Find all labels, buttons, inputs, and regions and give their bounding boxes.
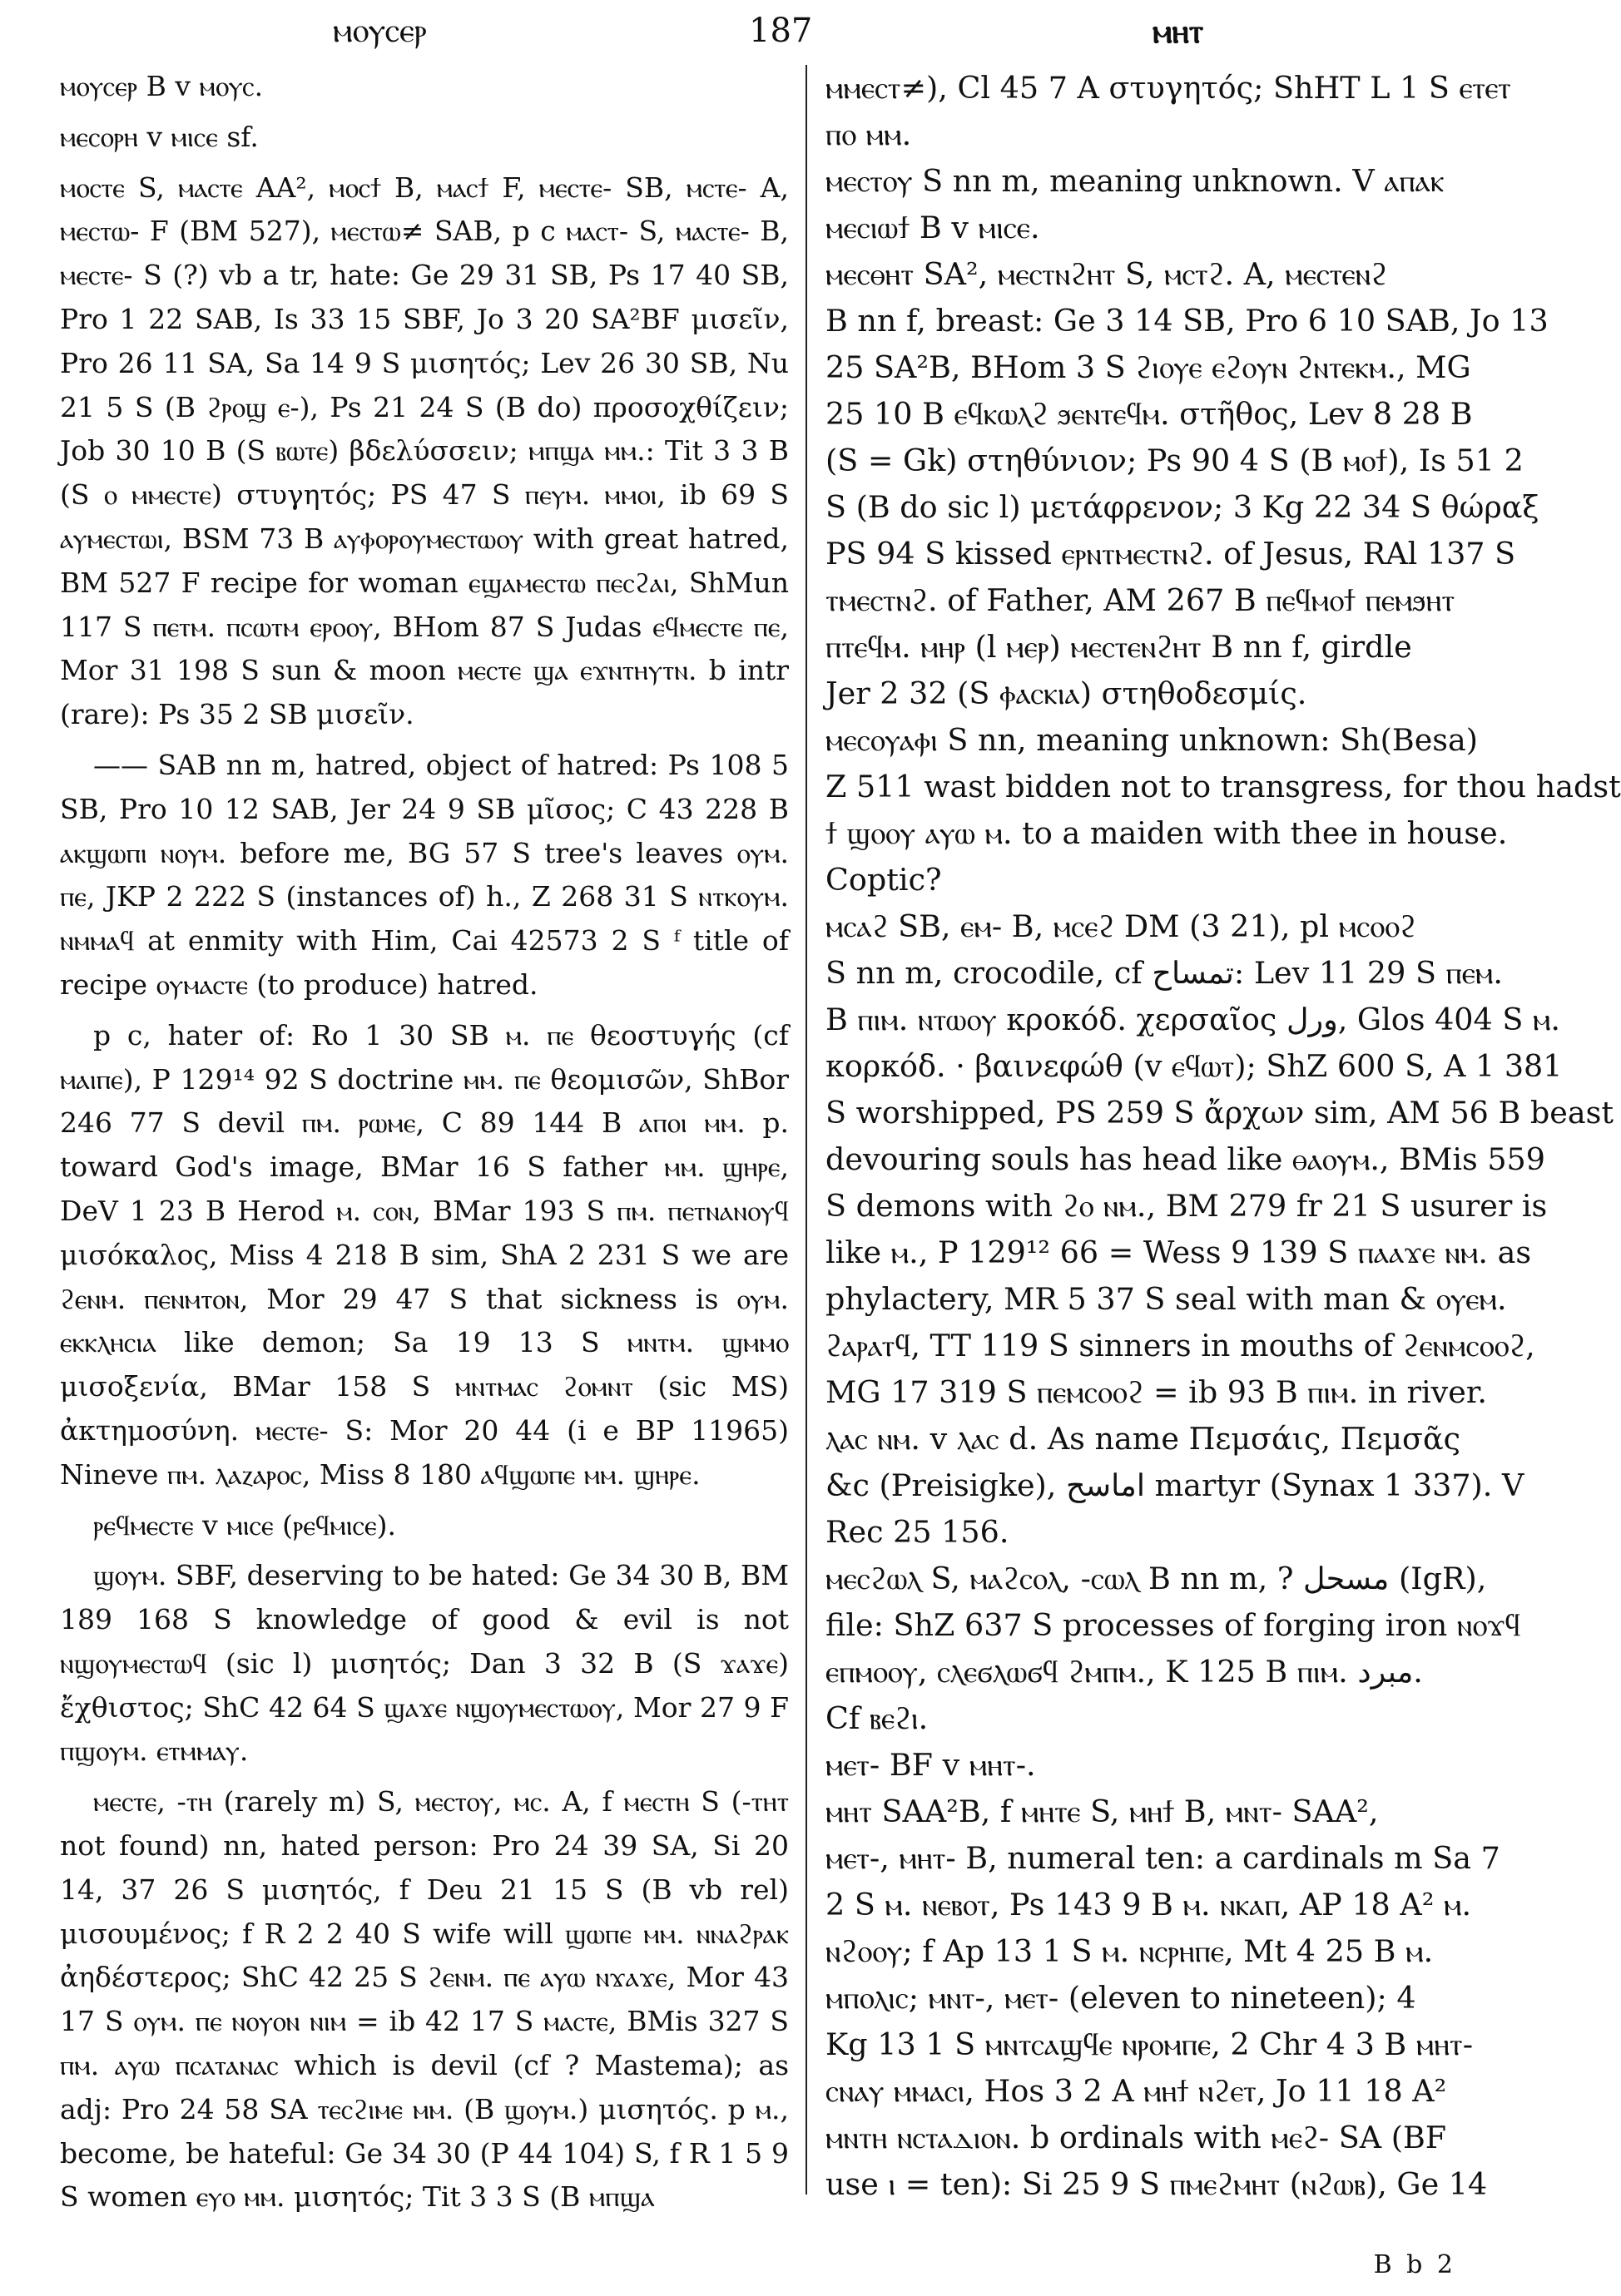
entry-meste-hated-person: ⲙⲉⲥⲧⲉ, -ⲧⲏ (rarely m) S, ⲙⲉⲥⲧⲟⲩ, ⲙⲥ. A, f ⲙⲉⲥⲧⲏ S (-ⲧⲏⲧ not found) nn, hated person: Pro 24 39 SA, Si 20 14, 37 26 S μισητός, f Deu 21 15 S (B vb rel) μισουμένος; f R 2 2 40 S wife will ϣⲱⲡⲉ ⲙⲙ. ⲛⲛⲁϩⲣⲁⲕ ἀηδέστερος; ShC 42 25 S ϩⲉⲛⲙ. ⲡⲉ ⲁⲩⲱ ⲛϫⲁϫⲉ, Mor 43 17 S ⲟⲩⲙ. ⲡⲉ ⲛⲟⲩⲟⲛ ⲛⲓⲙ = ib 42 17 S ⲙⲁⲥⲧⲉ, BMis 327 S ⲡⲙ. ⲁⲩⲱ ⲡⲥⲁⲧⲁⲛⲁⲥ which is devil (cf ? Mastema); as adj: Pro 24 58 SA ⲧⲉⲥϩⲓⲙⲉ ⲙⲙ. (B ϣⲟⲩⲙ.) μισητός. p ⲙ., become, be hateful: Ge 34 30 (P 44 104) S, f R 1 5 9 S women ⲉⲩⲟ ⲙⲙ. μισητός; Tit 3 3 S (B ⲙⲡϣⲁ [60,1785,789,2214]
right-line: ⲛϩⲟⲟⲩ; f Ap 13 1 S ⲙ. ⲛⲥⲣⲏⲡⲉ, Mt 4 25 B ⲙ. [825,1933,1434,1969]
entry-moste-hater: p c, hater of: Ro 1 30 SB ⲙ. ⲡⲉ θεοστυγής (cf ⲙⲁⲓⲡⲉ), P 129¹⁴ 92 S doctrine ⲙⲙ. ⲡⲉ θεομισῶν, ShBor 246 77 S devil ⲡⲙ. ⲣⲱⲙⲉ, C 89 144 B ⲁⲡⲟⲓ ⲙⲙ. p. toward God's image, BMar 16 S father ⲙⲙ. ϣⲏⲣⲉ, DeV 1 23 B Herod ⲙ. ⲥⲟⲛ, BMar 193 S ⲡⲙ. ⲡⲉⲧⲛⲁⲛⲟⲩϥ μισόκαλος, Miss 4 218 B sim, ShA 2 231 S we are ϩⲉⲛⲙ. ⲡⲉⲛⲙⲧⲟⲛ, Mor 29 47 S that sickness is ⲟⲩⲙ. ⲉⲕⲕⲗⲏⲥⲓⲁ like demon; Sa 19 13 S ⲙⲛⲧⲙ. ϣⲙⲙⲟ μισοξενία, BMar 158 S ⲙⲛⲧⲙⲁⲥ ϩⲟⲙⲛⲧ (sic MS) ἀκτημοσύνη. ⲙⲉⲥⲧⲉ- S: Mor 20 44 (i e BP 11965) Nineve ⲡⲙ. ⲗⲁⲍⲁⲣⲟⲥ, Miss 8 180 ⲁϥϣⲱⲡⲉ ⲙⲙ. ϣⲏⲣⲉ. [60,1018,789,1491]
right-line: &c (Preisigke), اماسح martyr (Synax 1 337). V [825,1467,1524,1503]
right-line: S demons with ϩⲟ ⲛⲙ., BM 279 fr 21 S usurer is [825,1188,1548,1224]
right-line: ⲥⲛⲁⲩ ⲙⲙⲁⲥⲓ, Hos 3 2 A ⲙⲏϯ ⲛϩⲉⲧ, Jo 11 18 A² [825,2073,1447,2109]
right-line: ⲡⲧⲉϥⲙ. ⲙⲏⲣ (l ⲙⲉⲣ) ⲙⲉⲥⲧⲉⲛϩⲏⲧ B nn f, girdle [825,629,1412,665]
right-line: ⲙⲉⲥⲑⲏⲧ SA², ⲙⲉⲥⲧⲛϩⲏⲧ S, ⲙⲥⲧϩ. A, ⲙⲉⲥⲧⲉⲛϩ [825,256,1388,292]
signature-mark: B b 2 [1373,2250,1456,2279]
right-line: ⲗⲁⲥ ⲛⲙ. v ⲗⲁⲥ d. As name Πεμσάις, Πεμσᾶς [825,1421,1461,1457]
right-line: PS 94 S kissed ⲉⲣⲛⲧⲙⲉⲥⲧⲛϩ. of Jesus, RAl 137 S [825,536,1516,572]
right-line: ⲙⲛⲧⲏ ⲛⲥⲧⲁⲇⲓⲟⲛ. b ordinals with ⲙⲉϩ- SA (BF [825,2120,1447,2155]
entry-moste: ⲙⲟⲥⲧⲉ S, ⲙⲁⲥⲧⲉ AA², ⲙⲟⲥϯ B, ⲙⲁⲥϯ F, ⲙⲉⲥⲧⲉ- SB, ⲙⲥⲧⲉ- A, ⲙⲉⲥⲧⲱ- F (BM 527), ⲙⲉⲥⲧⲱ≠ SAB, p c ⲙⲁⲥⲧ- S, ⲙⲁⲥⲧⲉ- B, ⲙⲉⲥⲧⲉ- S (?) vb a tr, hate: Ge 29 31 SB, Ps 17 40 SB, Pro 1 22 SAB, Is 33 15 SBF, Jo 3 20 SA²BF μισεῖν, Pro 26 11 SA, Sa 14 9 S μισητός; Lev 26 30 SB, Nu 21 5 S (B ϩⲣⲟϣ ⲉ-), Ps 21 24 S (B do) προσοχθίζειν; Job 30 10 B (S ⲃⲱⲧⲉ) βδελύσσειν; ⲙⲡϣⲁ ⲙⲙ.: Tit 3 3 B (S ⲟ ⲙⲙⲉⲥⲧⲉ) στυγητός; PS 47 S ⲡⲉⲩⲙ. ⲙⲙⲟⲓ, ib 69 S ⲁⲩⲙⲉⲥⲧⲱⲓ, BSM 73 B ⲁⲩⲫⲟⲣⲟⲩⲙⲉⲥⲧⲱⲟⲩ with great hatred, BM 527 F recipe for woman ⲉϣⲁⲙⲉⲥⲧⲱ ⲡⲉⲥϩⲁⲓ, ShMun 117 S ⲡⲉⲧⲙ. ⲡⲥⲱⲧⲙ ⲉⲣⲟⲟⲩ, BHom 87 S Judas ⲉϥⲙⲉⲥⲧⲉ ⲡⲉ, Mor 31 198 S sun & moon ⲙⲉⲥⲧⲉ ϣⲁ ⲉϫⲛⲧⲏⲩⲧⲛ. b intr (rare): Ps 35 2 SB μισεῖν. [60,171,789,731]
right-line: phylactery, MR 5 37 S seal with man & ⲟⲩⲉⲙ. [825,1281,1507,1317]
right-line: Jer 2 32 (S ⲫⲁⲥⲕⲓⲁ) στηθοδεσμίς. [825,675,1307,711]
running-head-left: ⲙⲟⲩⲥⲉⲣ [333,12,427,50]
right-line: ⲙⲉⲥⲓⲱϯ B v ⲙⲓⲥⲉ. [825,210,1040,245]
left-column [60,65,789,2226]
right-line: like ⲙ., P 129¹² 66 = Wess 9 139 S ⲡⲁⲁϫⲉ ⲛⲙ. as [825,1235,1532,1270]
right-line: B ⲡⲓⲙ. ⲛⲧⲱⲟⲩ κροκόδ. χερσαῖος ورل, Glos 404 S ⲙ. [825,1002,1561,1037]
right-line: file: ShZ 637 S processes of forging iron ⲛⲟϫϥ [825,1607,1521,1643]
right-line: S worshipped, PS 259 S ἄρχων sim, AM 56 B beast [825,1095,1614,1131]
right-line: ⲙⲡⲟⲗⲓⲥ; ⲙⲛⲧ-, ⲙⲉⲧ- (eleven to nineteen); 4 [825,1980,1416,2016]
right-line: ⲙⲙⲉⲥⲧ≠), Cl 45 7 A στυγητός; ShHT L 1 S ⲉⲧⲉⲧ [825,70,1511,106]
entry-mouser: ⲙⲟⲩⲥⲉⲣ B v ⲙⲟⲩⲥ. [60,70,264,102]
right-line: ⲙⲉⲥϩⲱⲗ S, ⲙⲁϩⲥⲟⲗ, -ⲥⲱⲗ B nn m, ? مسحل (IgR), [825,1561,1487,1596]
running-head-right: ⲙⲏⲧ [1153,12,1204,51]
right-line: ⲙⲉⲥⲧⲟⲩ S nn m, meaning unknown. V ⲁⲡⲁⲕ [825,163,1445,199]
right-line: ⲧⲙⲉⲥⲧⲛϩ. of Father, AM 267 B ⲡⲉϥⲙⲟϯ ⲡⲉⲙϧⲏⲧ [825,582,1455,618]
right-line: 2 S ⲙ. ⲛⲉⲃⲟⲧ, Ps 143 9 B ⲙ. ⲛⲕⲁⲡ, AP 18 A² ⲙ. [825,1887,1472,1922]
right-line: ⲙⲏⲧ SAA²B, f ⲙⲏⲧⲉ S, ⲙⲏϯ B, ⲙⲛⲧ- SAA², [825,1794,1379,1829]
right-line: S nn m, crocodile, cf تمساح: Lev 11 29 S ⲡⲉⲙ. [825,955,1504,991]
right-line: ⲙⲉⲧ-, ⲙⲏⲧ- B, numeral ten: a cardinals m Sa 7 [825,1840,1500,1876]
entry-mesore: ⲙⲉⲥⲟⲣⲏ v ⲙⲓⲥⲉ sf. [60,120,259,153]
column-divider [806,65,807,2195]
right-line: MG 17 319 S ⲡⲉⲙⲥⲟⲟϩ = ib 93 B ⲡⲓⲙ. in river. [825,1374,1487,1410]
right-line: (S = Gk) στηθύνιον; Ps 90 4 S (B ⲙⲟϯ), Is 51 2 [825,443,1524,478]
right-line: Kg 13 1 S ⲙⲛⲧⲥⲁϣϥⲉ ⲛⲣⲟⲙⲡⲉ, 2 Chr 4 3 B ⲙⲏⲧ- [825,2026,1474,2062]
right-line: ⲙⲥⲁϩ SB, ⲉⲙ- B, ⲙⲥⲉϩ DM (3 21), pl ⲙⲥⲟⲟϩ [825,908,1416,944]
right-line: Coptic? [825,862,942,898]
right-line: κορκόδ. · βαινεφώθ (v ⲉϥⲱⲧ); ShZ 600 S, A 1 381 [825,1048,1563,1084]
entry-refmeste: ⲣⲉϥⲙⲉⲥⲧⲉ v ⲙⲓⲥⲉ (ⲣⲉϥⲙⲓⲥⲉ). [93,1508,397,1541]
right-line: ⲙⲉⲧ- BF v ⲙⲏⲧ-. [825,1747,1036,1783]
right-column [825,65,1621,2208]
right-line: ⲡⲟ ⲙⲙ. [825,116,912,152]
right-line: use ⲓ = ten): Si 25 9 S ⲡⲙⲉϩⲙⲏⲧ (ⲛϩⲱⲃ), Ge 14 [825,2166,1488,2202]
entry-moste-noun: —— SAB nn m, hatred, object of hatred: Ps 108 5 SB, Pro 10 12 SAB, Jer 24 9 SB μῖσος; C 43 228 B ⲁⲕϣⲱⲡⲓ ⲛⲟⲩⲙ. before me, BG 57 S tree's leaves ⲟⲩⲙ. ⲡⲉ, JKP 2 222 S (instances of) h., Z 268 31 S ⲛⲧⲕⲟⲩⲙ. ⲛⲙⲙⲁϥ at enmity with Him, Cai 42573 2 S ᶠ title of recipe ⲟⲩⲙⲁⲥⲧⲉ (to produce) hatred. [60,748,789,1001]
right-line: B nn f, breast: Ge 3 14 SB, Pro 6 10 SAB, Jo 13 [825,303,1549,339]
right-line: 25 SA²B, BHom 3 S ϩⲓⲟⲩⲉ ⲉϩⲟⲩⲛ ϩⲛⲧⲉⲕⲙ., MG [825,349,1471,385]
right-line: ⲉⲡⲙⲟⲟⲩ, ⲥⲗⲉϭⲗⲱϭϥ ϩⲙⲡⲙ., K 125 B ⲡⲓⲙ. مبرد. [825,1654,1423,1690]
right-line: ϩⲁⲣⲁⲧϥ, TT 119 S sinners in mouths of ϩⲉⲛⲙⲥⲟⲟϩ, [825,1328,1535,1363]
right-line: 25 10 B ⲉϥⲕⲱⲗϩ ϧⲉⲛⲧⲉϥⲙ. στῆθος, Lev 8 28 B [825,396,1473,432]
right-line: S (B do sic l) μετάφρενον; 3 Kg 22 34 S θώραξ [825,489,1539,525]
right-line: Z 511 wast bidden not to transgress, for thou hadst [825,769,1621,804]
right-line: devouring souls has head like ⲑⲁⲟⲩⲙ., BMis 559 [825,1141,1545,1177]
right-line: ϯ ϣⲟⲟⲩ ⲁⲩⲱ ⲙ. to a maiden with thee in house. [825,815,1508,851]
running-head [0,12,1523,62]
right-line: Rec 25 156. [825,1514,1009,1550]
page-number: 187 [749,12,813,50]
right-line: ⲙⲉⲥⲟⲩⲁⲫⲓ S nn, meaning unknown: Sh(Besa) [825,722,1479,758]
right-line: Cf ⲃⲉϩⲓ. [825,1700,929,1736]
entry-shoum: ϣⲟⲩⲙ. SBF, deserving to be hated: Ge 34 30 B, BM 189 168 S knowledge of good & evil is not ⲛϣⲟⲩⲙⲉⲥⲧⲱϥ (sic l) μισητός; Dan 3 32 B (S ϫⲁϫⲉ) ἔχθιστος; ShC 42 64 S ϣⲁϫⲉ ⲛϣⲟⲩⲙⲉⲥⲧⲱⲟⲩ, Mor 27 9 F ⲡϣⲟⲩⲙ. ⲉⲧⲙⲙⲁⲩ. [60,1559,789,1768]
